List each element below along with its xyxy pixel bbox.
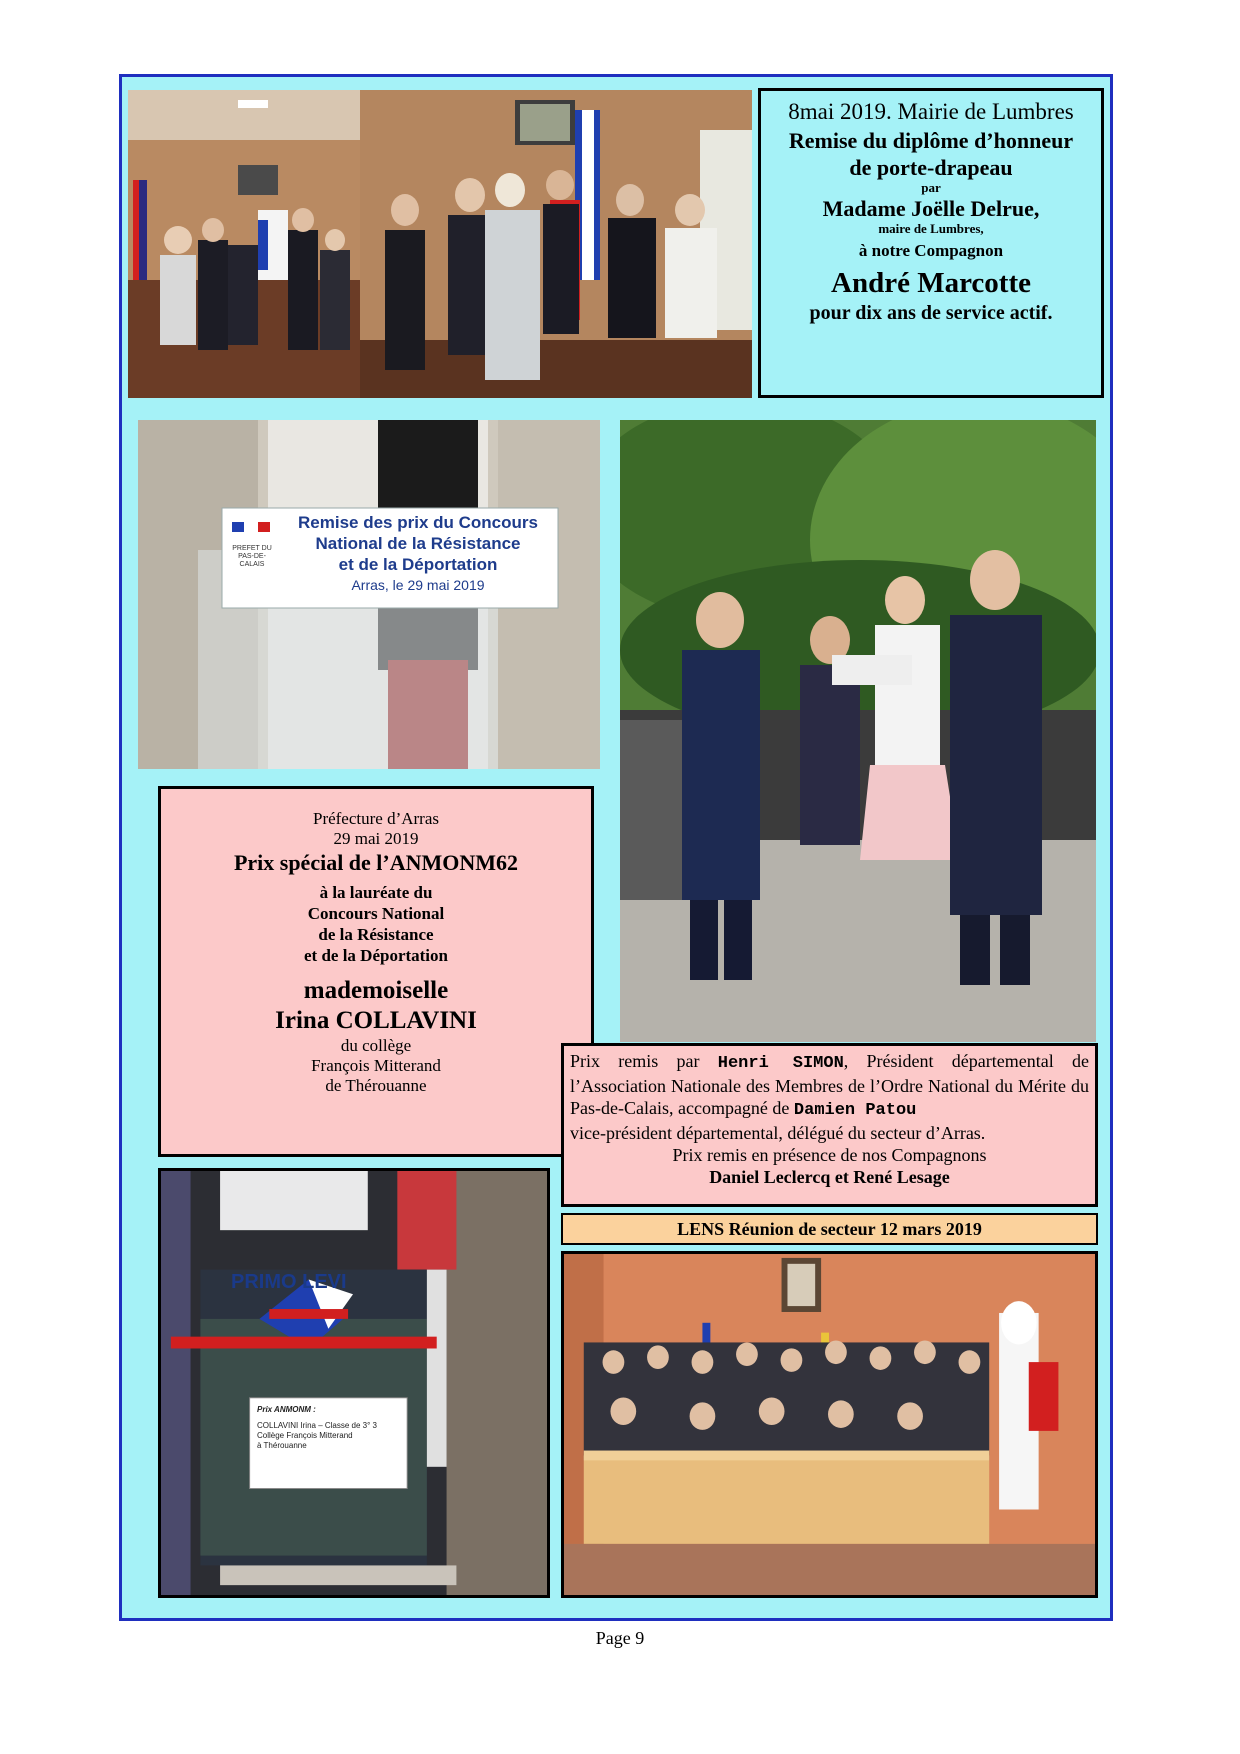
book-title: PRIMO LEVI <box>231 1271 347 1293</box>
prix-special-box <box>158 786 594 1157</box>
caption-honoree: André Marcotte <box>831 267 1031 299</box>
caption-date-place: 8mai 2019. Mairie de Lumbres <box>788 99 1074 124</box>
prix-line: de Thérouanne <box>325 1076 427 1095</box>
photo-lectern <box>138 420 600 769</box>
prix-line: et de la Déportation <box>303 946 448 965</box>
prix-line: Concours National <box>307 904 445 923</box>
lectern-sign-line: et de la Déportation <box>338 555 498 574</box>
prix-line: François Mitterand <box>311 1056 441 1075</box>
page-number: Page 9 <box>595 1628 645 1648</box>
prix-line: du collège <box>340 1036 412 1055</box>
prize-card <box>257 1405 407 1451</box>
companions-names: Daniel Leclercq et René Lesage <box>709 1167 950 1187</box>
prix-remis-text <box>570 1050 1089 1122</box>
person-name: Henri SIMON <box>717 1054 844 1073</box>
photo-lumbres-ceremony-right <box>360 90 752 398</box>
prix-remis-text: Prix remis en présence de nos Compagnons <box>672 1145 987 1165</box>
photo-books-prize <box>158 1168 550 1598</box>
prize-card-line: à Thérouanne <box>257 1441 307 1450</box>
prefet-logo-text: PREFET DU PAS-DE-CALAIS <box>232 545 272 568</box>
caption-line: Madame Joëlle Delrue, <box>822 196 1040 221</box>
prix-line: à la lauréate du <box>319 883 433 902</box>
prix-line: 29 mai 2019 <box>333 829 419 848</box>
prix-remis-box <box>561 1043 1098 1207</box>
lectern-sign-date: Arras, le 29 mai 2019 <box>351 577 485 593</box>
person-name: Damien Patou <box>793 1101 917 1120</box>
lectern-sign-line: National de la Résistance <box>315 534 521 553</box>
lens-caption-bar: LENS Réunion de secteur 12 mars 2019 <box>561 1213 1098 1245</box>
lectern-sign-line: Remise des prix du Concours <box>298 513 538 532</box>
caption-line: à notre Compagnon <box>858 241 1004 260</box>
caption-line: Remise du diplôme d’honneur <box>788 128 1074 153</box>
photo-lumbres-ceremony-left <box>128 90 360 398</box>
prize-card-title: Prix ANMONM : <box>257 1405 316 1414</box>
caption-line: par <box>921 180 941 195</box>
text-run: , Président départemental de l’Association Nationale des Membres de l’Ordre National du Mérite du Pas-de-Calais, accompagné de <box>570 1051 1089 1118</box>
photo-award-group <box>620 420 1096 1042</box>
text-run: Prix remis par <box>570 1051 718 1071</box>
prix-laureate-name: Irina COLLAVINI <box>275 1007 477 1034</box>
prix-remis-text: vice-président départemental, délégué du secteur d’Arras. <box>570 1123 986 1143</box>
prize-card-line: Collège François Mitterand <box>257 1431 353 1440</box>
caption-line: pour dix ans de service actif. <box>809 302 1053 324</box>
prix-line: de la Résistance <box>318 925 434 944</box>
caption-lumbres <box>758 88 1104 398</box>
photo-lens-meeting <box>561 1251 1098 1598</box>
prix-title: Prix spécial de l’ANMONM62 <box>233 850 519 875</box>
prize-card-line: COLLAVINI Irina – Classe de 3° 3 <box>257 1421 377 1430</box>
prix-line: Préfecture d’Arras <box>312 809 439 828</box>
caption-line: de porte-drapeau <box>849 155 1013 180</box>
lectern-sign <box>278 512 558 596</box>
prix-laureate: mademoiselle <box>303 977 449 1004</box>
caption-line: maire de Lumbres, <box>878 221 984 236</box>
